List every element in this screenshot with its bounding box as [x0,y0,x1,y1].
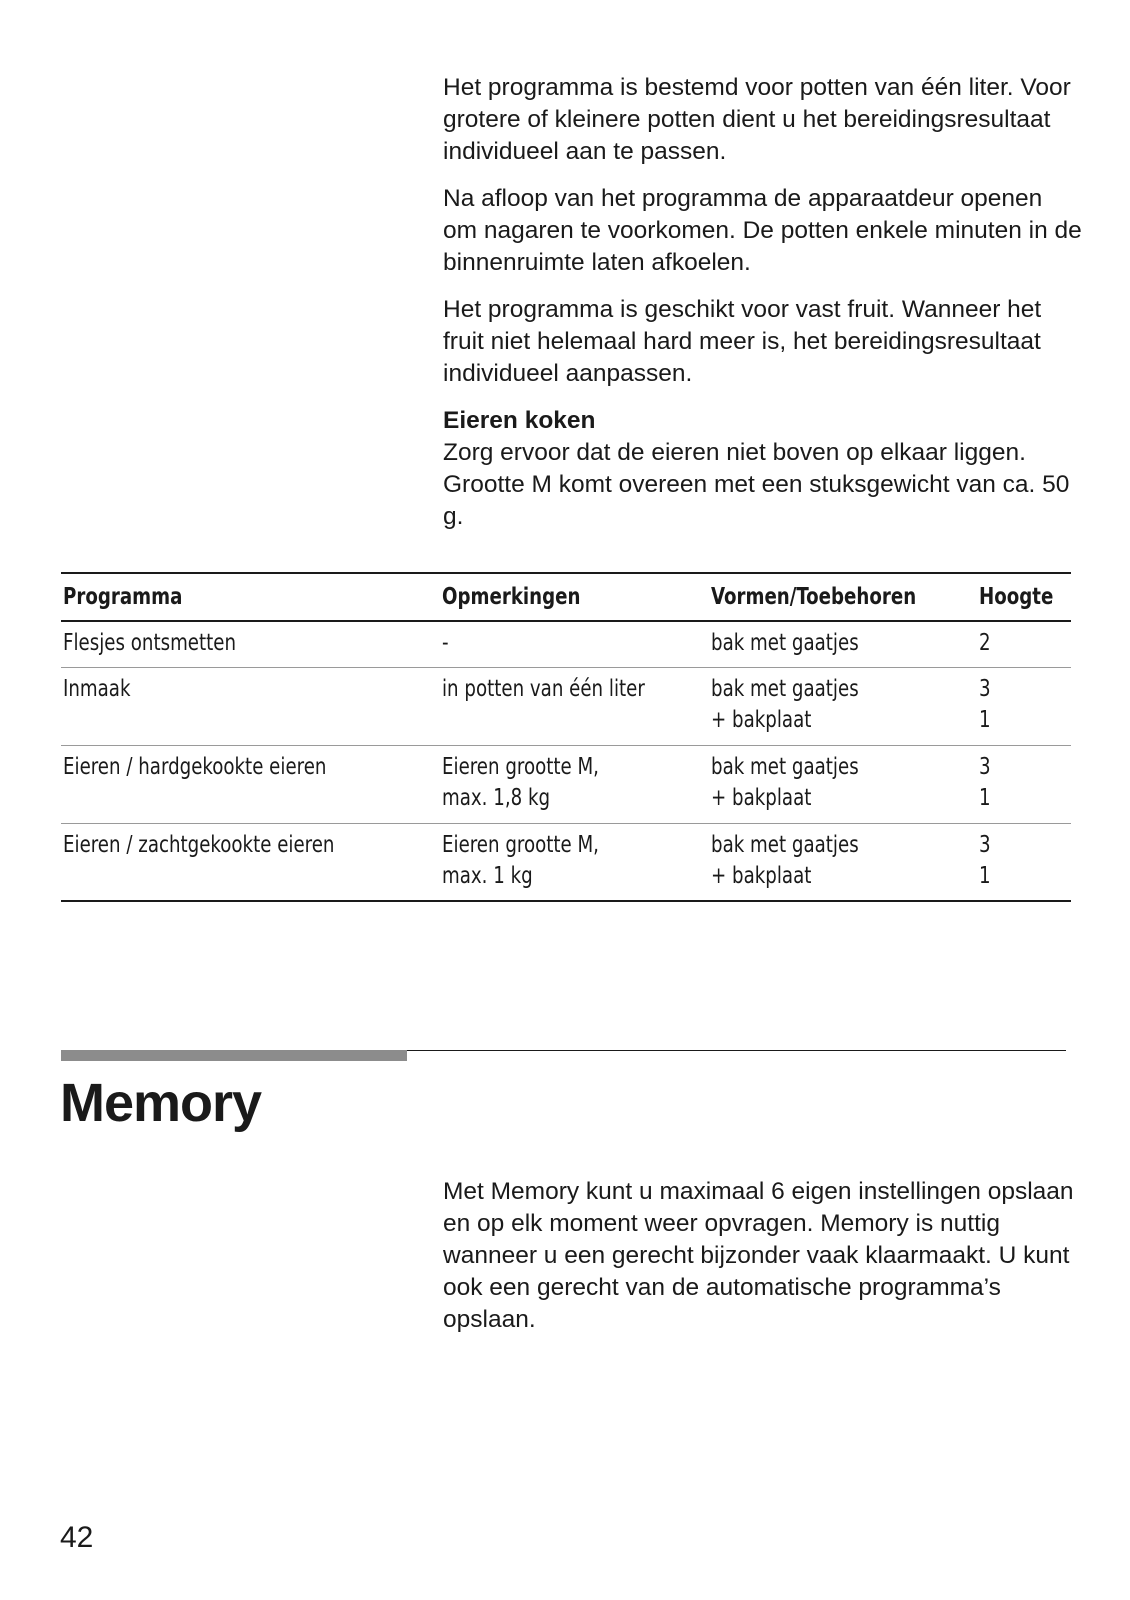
memory-text [443,1176,1083,1336]
cell-opmerkingen: max. 1,8 kg [442,785,551,811]
cell-hoogte: 1 [979,863,991,889]
cell-vormen: + bakplaat [711,707,812,733]
table-row [61,622,1071,668]
cell-hoogte: 1 [979,785,991,811]
cell-hoogte: 3 [979,676,991,702]
cell-vormen: + bakplaat [711,785,812,811]
cell-vormen: + bakplaat [711,863,812,889]
cell-programma: Inmaak [63,676,131,702]
cell-vormen: bak met gaatjes [711,630,859,656]
table-header-row [61,572,1071,622]
cell-opmerkingen: in potten van één liter [442,676,645,702]
cell-hoogte: 3 [979,832,991,858]
page-number: 42 [60,1521,94,1554]
intro-paragraph: Het programma is bestemd voor potten van één liter. Voor grotere of kleinere potten dient u het bereidingsresultaat individueel aan te passen. [443,74,1071,165]
header-vormen: Vormen/Toebehoren [711,584,917,610]
header-opmerkingen: Opmerkingen [442,584,581,610]
intro-paragraph: Het programma is geschikt voor vast fruit. Wanneer het fruit niet helemaal hard meer is, het bereidingsresultaat individueel aanpassen. [443,296,1042,387]
memory-paragraph: Met Memory kunt u maximaal 6 eigen instellingen opslaan en op elk moment weer opvragen. Memory is nuttig wanneer u een gerecht bijzonder vaak klaarmaakt. U kunt ook een gerecht van de automatische programma’s opslaan. [443,1178,1074,1333]
section-accent-bar [61,1050,407,1061]
cell-programma: Eieren / hardgekookte eieren [63,754,327,780]
cell-hoogte: 1 [979,707,991,733]
intro-paragraph: Na afloop van het programma de apparaatdeur openen om nagaren te voorkomen. De potten enkele minuten in de binnenruimte laten afkoelen. [443,185,1082,276]
eieren-koken-text: Zorg ervoor dat de eieren niet boven op elkaar liggen. Grootte M komt overeen met een stuksgewicht van ca. 50 g. [443,439,1070,530]
cell-opmerkingen: - [442,630,449,656]
header-hoogte: Hoogte [979,584,1054,610]
cell-hoogte: 3 [979,754,991,780]
cell-vormen: bak met gaatjes [711,832,859,858]
section-title: Memory [60,1073,262,1133]
intro-text [443,72,1083,533]
cell-programma: Eieren / zachtgekookte eieren [63,832,335,858]
table-row [61,668,1071,746]
header-programma: Programma [63,584,183,610]
eieren-koken-heading: Eieren koken [443,407,596,434]
cell-opmerkingen: Eieren grootte M, [442,832,599,858]
program-table [61,572,1071,902]
cell-vormen: bak met gaatjes [711,676,859,702]
cell-opmerkingen: Eieren grootte M, [442,754,599,780]
table-row [61,824,1071,902]
cell-hoogte: 2 [979,630,991,656]
table-row [61,746,1071,824]
cell-opmerkingen: max. 1 kg [442,863,533,889]
cell-vormen: bak met gaatjes [711,754,859,780]
cell-programma: Flesjes ontsmetten [63,630,237,656]
